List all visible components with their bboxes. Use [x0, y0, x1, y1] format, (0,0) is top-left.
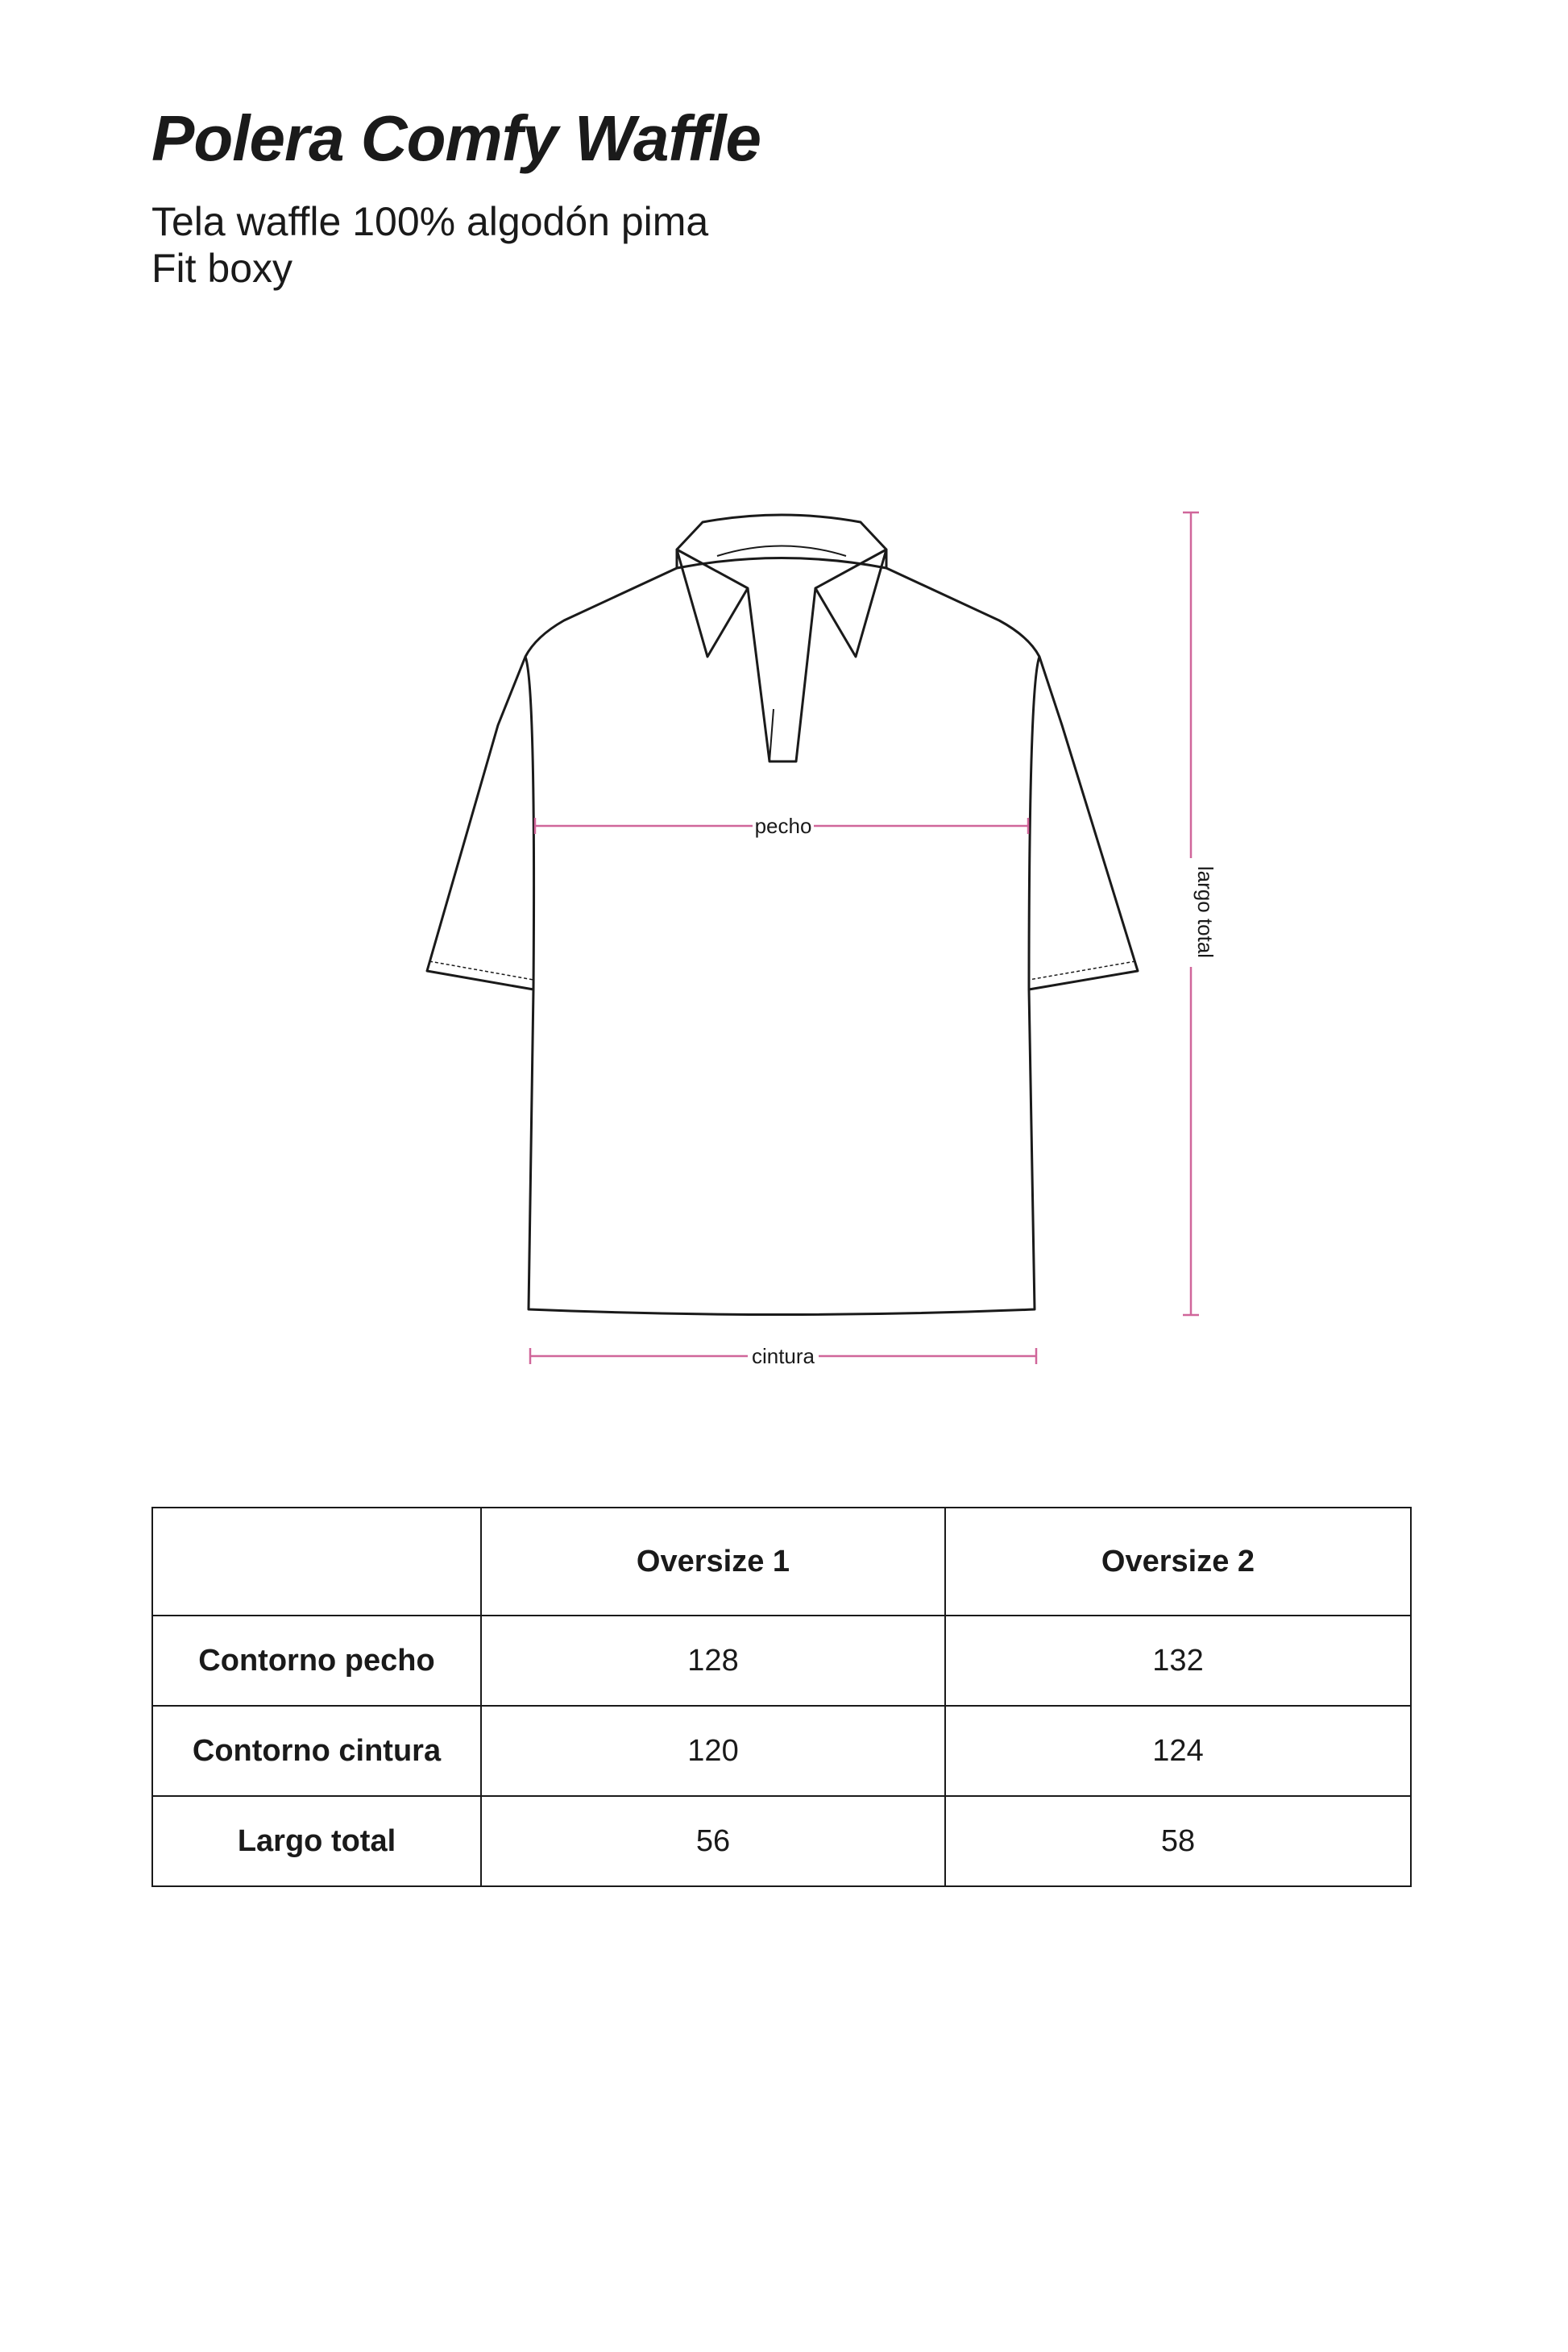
product-title: Polera Comfy Waffle [151, 102, 761, 174]
table-row [152, 1706, 1411, 1796]
placket [748, 588, 815, 761]
shirt-outline [427, 515, 1138, 1315]
table-corner-cell [152, 1508, 481, 1616]
column-header-oversize-1: Oversize 1 [481, 1508, 945, 1616]
size-table-header [152, 1508, 1411, 1616]
table-row [152, 1616, 1411, 1706]
value-length-oversize-2: 58 [945, 1796, 1411, 1886]
value-length-oversize-1: 56 [481, 1796, 945, 1886]
value-chest-oversize-2: 132 [945, 1616, 1411, 1706]
collar [677, 515, 886, 568]
fabric-description: Tela waffle 100% algodón pima [151, 199, 709, 244]
row-label-length: Largo total [152, 1796, 481, 1886]
value-waist-oversize-1: 120 [481, 1706, 945, 1796]
length-label: largo total [1193, 865, 1217, 959]
fit-description: Fit boxy [151, 246, 293, 291]
row-label-chest: Contorno pecho [152, 1616, 481, 1706]
value-chest-oversize-1: 128 [481, 1616, 945, 1706]
value-waist-oversize-2: 124 [945, 1706, 1411, 1796]
waist-label: cintura [751, 1344, 815, 1368]
measurement-lines [530, 512, 1199, 1364]
row-label-waist: Contorno cintura [152, 1706, 481, 1796]
column-header-oversize-2: Oversize 2 [945, 1508, 1411, 1616]
table-row [152, 1796, 1411, 1886]
size-table [151, 1507, 1412, 1887]
chest-label: pecho [754, 814, 812, 838]
